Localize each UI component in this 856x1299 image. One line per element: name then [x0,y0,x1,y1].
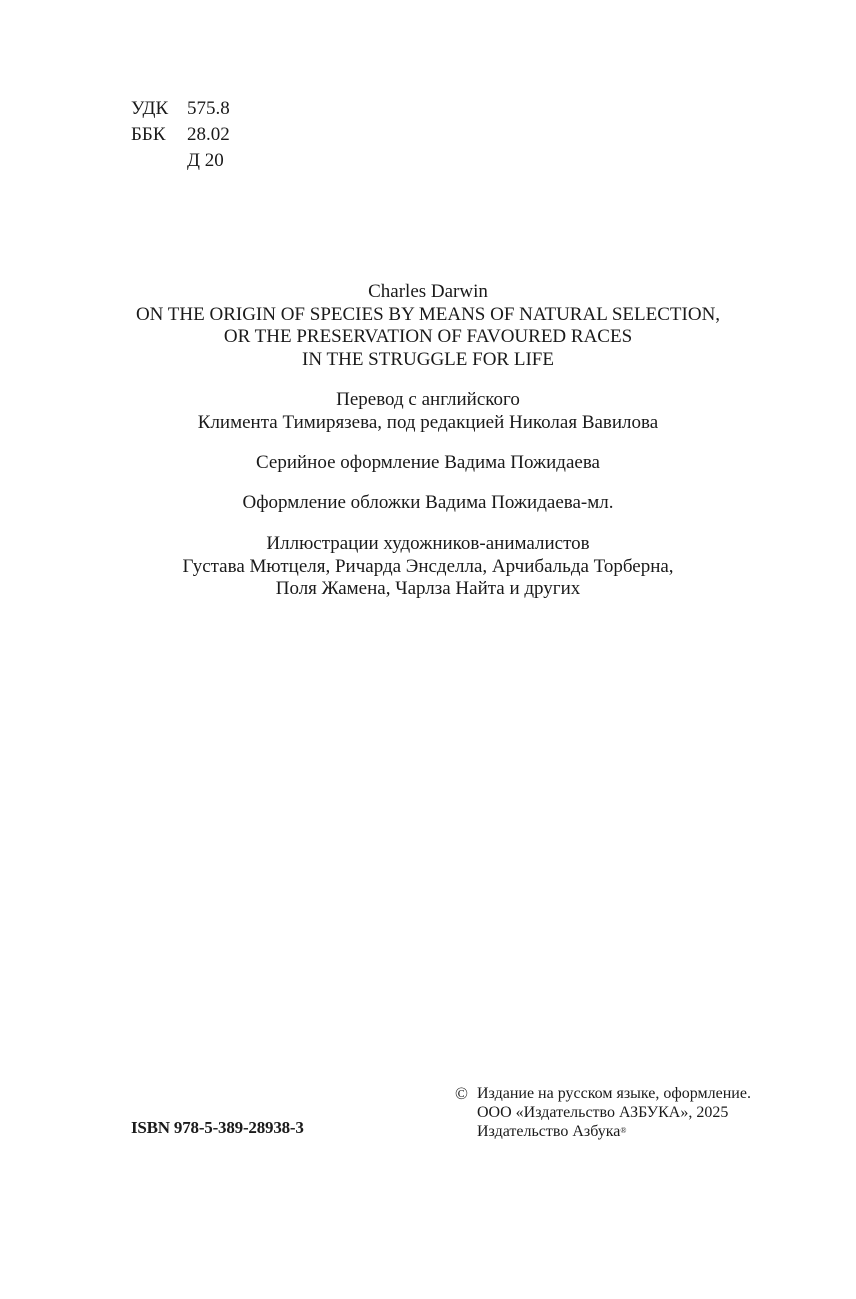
registered-mark: ® [620,1126,627,1135]
author-mark: Д 20 [187,150,224,171]
series-design-line: Серийное оформление Вадима Пожидаева [256,452,600,473]
translation-line: Климента Тимирязева, под редакцией Николая Вавилова [197,411,659,433]
series-design-credit [0,452,856,475]
bbk-value: 28.02 [187,124,230,145]
publisher-name: Издательство Азбука [477,1123,621,1140]
original-title-line: OR THE PRESERVATION OF FAVOURED RACES [223,326,633,347]
bbk-row [131,122,230,148]
original-author: Charles Darwin [368,281,488,302]
illustrations-line: Густава Мютцеля, Ричарда Энсделла, Арчибальда Торберна, [182,555,674,577]
isbn: ISBN 978-5-389-28938-3 [131,1118,304,1137]
original-title-line: ON THE ORIGIN OF SPECIES BY MEANS OF NATURAL SELECTION, [135,303,721,325]
illustrations-line: Поля Жамена, Чарлза Найта и других [275,578,581,599]
copyright-line: ООО «Издательство АЗБУКА», 2025 [477,1104,729,1121]
copyright-icon: © [455,1084,468,1103]
original-title-line: IN THE STRUGGLE FOR LIFE [302,348,554,370]
bbk-label: ББК [131,124,166,145]
udk-value: 575.8 [187,98,230,119]
cover-design-line: Оформление обложки Вадима Пожидаева-мл. [242,492,614,513]
original-title-block [0,281,856,371]
author-mark-row [131,148,230,174]
illustrations-line: Иллюстрации художников-анималистов [266,533,590,554]
translation-line: Перевод с английского [336,389,520,410]
cover-design-credit [0,492,856,515]
illustrations-credit [0,533,856,601]
copyright-line-publisher [477,1122,751,1141]
udk-row [131,96,230,122]
udk-label: УДК [131,98,169,119]
copyright-block [455,1084,751,1141]
copyright-line: Издание на русском языке, оформление. [477,1085,751,1102]
classification-block [131,96,230,174]
translation-credit [0,389,856,434]
